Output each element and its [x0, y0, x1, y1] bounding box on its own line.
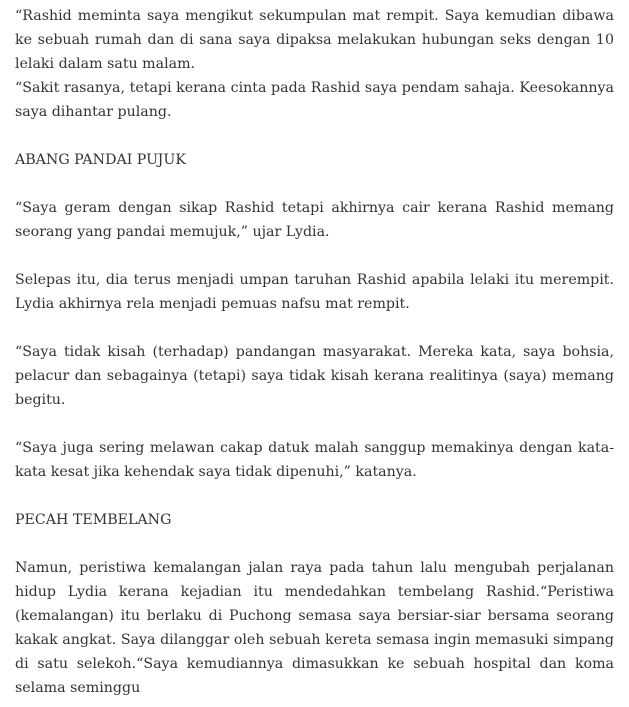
article-paragraph: “Saya juga sering melawan cakap datuk malah sanggup memakinya dengan kata-kata kesat jika kehendak saya tidak dipenuhi,” katanya. — [15, 440, 614, 480]
section-heading: ABANG PANDAI PUJUK — [15, 152, 186, 168]
article-paragraph: “Saya tidak kisah (terhadap) pandangan masyarakat. Mereka kata, saya bohsia, pelacur dan sebagainya (tetapi) saya tidak kisah kerana realitinya (saya) memang begitu. — [15, 344, 614, 408]
article-paragraph: “Sakit rasanya, tetapi kerana cinta pada Rashid saya pendam sahaja. Keesokannya saya dihantar pulang. — [15, 80, 614, 120]
article-paragraph: Selepas itu, dia terus menjadi umpan taruhan Rashid apabila lelaki itu merempit. Lydia akhirnya rela menjadi pemuas nafsu mat rempit. — [15, 272, 614, 312]
article-paragraph: “Saya geram dengan sikap Rashid tetapi akhirnya cair kerana Rashid memang seorang yang pandai memujuk,” ujar Lydia. — [15, 200, 614, 240]
article-paragraph: “Rashid meminta saya mengikut sekumpulan mat rempit. Saya kemudian dibawa ke sebuah rumah dan di sana saya dipaksa melakukan hubungan seks dengan 10 lelaki dalam satu malam. — [15, 8, 614, 72]
article-paragraph: Namun, peristiwa kemalangan jalan raya pada tahun lalu mengubah perjalanan hidup Lydia kerana kejadian itu mendedahkan tembelang Rashid.“Peristiwa (kemalangan) itu berlaku di Puchong semasa saya bersiar-siar bersama seorang kakak angkat. Saya dilanggar oleh sebuah kereta semasa ingin memasuki simpang di satu selekoh.“Saya kemudiannya dimasukkan ke sebuah hospital dan koma selama seminggu — [15, 560, 614, 696]
section-heading: PECAH TEMBELANG — [15, 512, 172, 528]
